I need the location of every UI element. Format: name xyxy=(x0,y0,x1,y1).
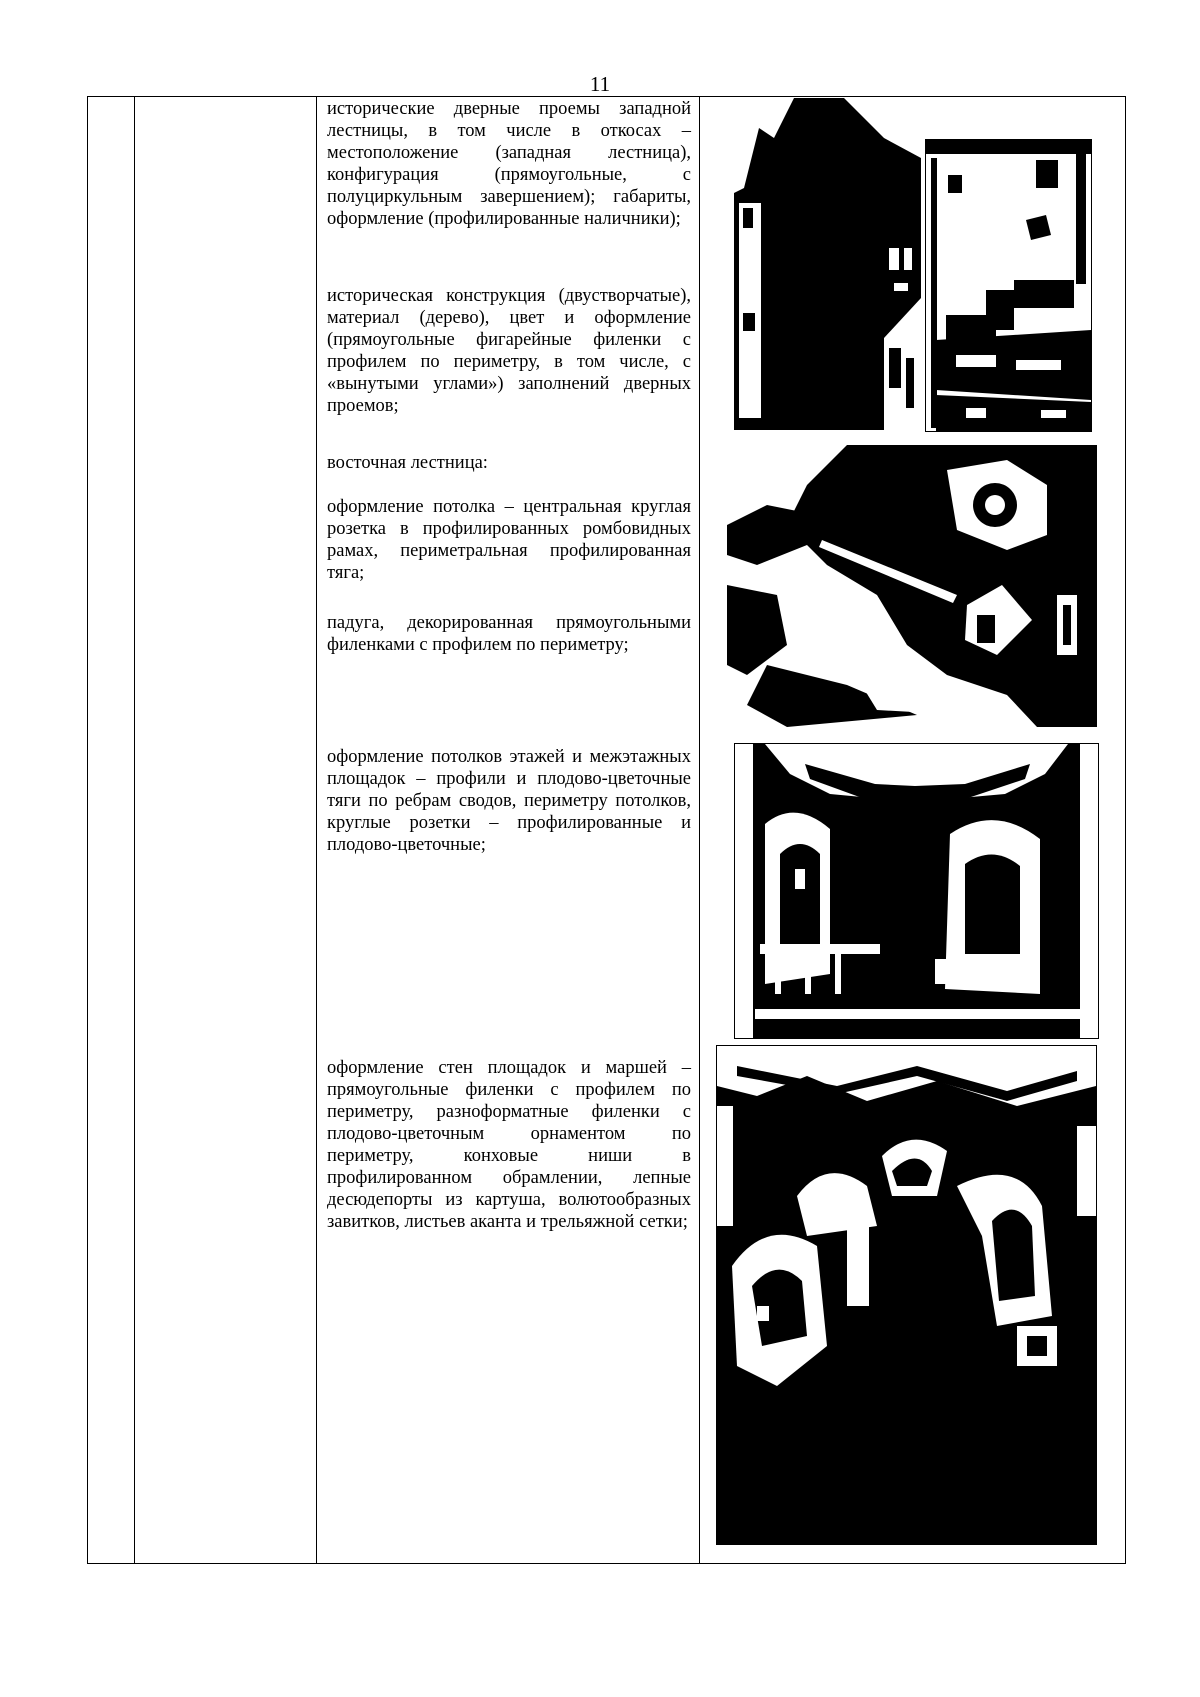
table-column-divider-2 xyxy=(316,96,317,1564)
wall-niches-photo xyxy=(716,1045,1097,1545)
paragraph-west-door-openings: исторические дверные проемы западной лестницы, в том числе в откосах – местоположение (западная лестница), конфигурация (прямоугольные, с полуциркульным завершением); габариты, оформление (профилированные наличники); xyxy=(327,99,691,229)
ceiling-rosette-photo xyxy=(727,445,1097,727)
paragraph-ceiling-rosette: оформление потолка – центральная круглая розетка в профилированных ромбовидных рамах, периметральная профилированная тяга; xyxy=(327,497,691,583)
table-border-left xyxy=(87,96,88,1564)
west-staircase-door-photo xyxy=(734,98,921,430)
table-column-divider-1 xyxy=(134,96,135,1564)
paragraph-wall-decor: оформление стен площадок и маршей – прямоугольные филенки с профилем по периметру, разноформатные филенки с плодово-цветочным орнаментом по периметру, конховые ниши в профилированном обрамлении, лепные десюдепорты из картуша, волютообразных завитков, листьев аканта и трельяжной сетки; xyxy=(327,1058,691,1232)
floor-ceilings-vaults-photo xyxy=(734,743,1099,1039)
table-border-right xyxy=(1125,96,1126,1564)
paragraph-floor-ceilings: оформление потолков этажей и межэтажных площадок – профили и плодово-цветочные тяги по ребрам сводов, периметру потолков, круглые розетки – профилированные и плодово-цветочные; xyxy=(327,747,691,855)
door-leaf-photo xyxy=(925,139,1092,432)
table-top-border xyxy=(87,96,1126,97)
paragraph-padug: падуга, декорированная прямоугольными филенками с профилем по периметру; xyxy=(327,613,691,655)
page-number: 11 xyxy=(589,72,611,96)
table-column-divider-3 xyxy=(699,96,700,1564)
paragraph-east-staircase-heading: восточная лестница: xyxy=(327,453,488,473)
table-bottom-border xyxy=(87,1563,1126,1564)
paragraph-door-fillings: историческая конструкция (двустворчатые), материал (дерево), цвет и оформление (прямоугольные фигарейные филенки с профилем по периметру, в том числе, с «вынутыми углами») заполнений дверных проемов; xyxy=(327,286,691,416)
